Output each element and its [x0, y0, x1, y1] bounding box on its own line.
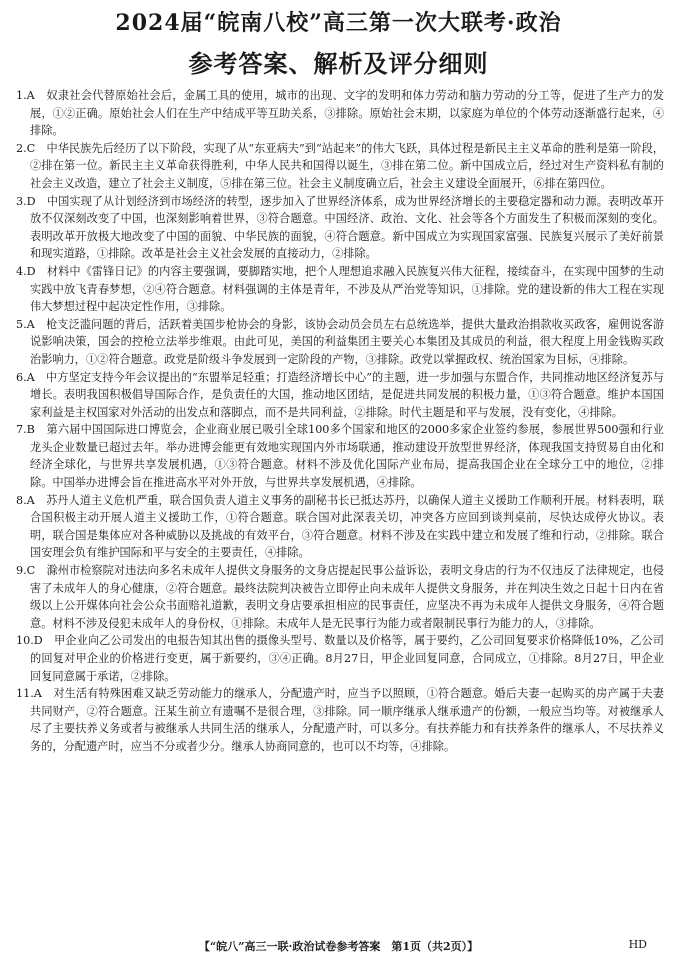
answer-text: 枪支泛滥问题的背后，活跃着美国步枪协会的身影，该协会动员会员左右总统选举，提供大量政治捐款收买政客，雇佣说客游说影响决策，国会的控枪立法举步维艰。由此可见，美国的利益集团主要关心本集团及其成员的利益，很大程度上用金钱购买政治影响力，①②符合题意。政党是阶级斗争发展到一定阶段的产物，③排除。政党以掌握政权、统治国家为目标，④排除。 [30, 317, 664, 366]
answer-text: 对生活有特殊困难又缺乏劳动能力的继承人，分配遗产时，应当予以照顾，①符合题意。婚后夫妻一起购买的房产属于夫妻共同财产，②符合题意。汪某生前立有遗嘱不是很合理，③排除。同一顺序继承人继承遗产的份额，一般应当均等。对被继承人尽了主要扶养义务或者与被继承人共同生活的继承人，分配遗产时，可以多分。有扶养能力和有扶养条件的继承人，不尽扶养义务的，分配遗产时，应当不分或者少分。继承人协商同意的，也可以不均等，④排除。 [30, 687, 664, 753]
page-subtitle: 参考答案、解析及评分细则 [188, 49, 489, 78]
answer-text: 苏丹人道主义危机严重，联合国负责人道主义事务的副秘书长已抵达苏丹，以确保人道主义援助工作顺利开展。材料表明，联合国积极主动开展人道主义援助工作，①符合题意。联合国对此深表关切，冲突各方应回到谈判桌前，尽快达成停火协议。表明，联合国是集体应对各种威胁以及挑战的有效平台，③符合题意。材料不涉及在实践中建立和发展了维和行动，②排除。联合国安理会负有维护国际和平与安全的主要责任，④排除。 [30, 493, 664, 560]
answer-item [16, 492, 664, 562]
answer-number: 4.D [16, 264, 36, 278]
answer-text: 滁州市检察院对违法向多名未成年人提供文身服务的文身店提起民事公益诉讼，表明文身店的行为不仅违反了法律规定，也侵害了未成年人的身心健康，②符合题意。最终法院判决被告立即停止向未成年人提供文身服务，并在判决生效之日起十日内在省级以上公开媒体向社会公众书面赔礼道歉，表明文身店要承担相应的民事责任，应坚决不再为未成年人提供文身服务，④符合题意。材料不涉及侵犯未成年人的身份权，①排除。未成年人是无民事行为能力或者限制民事行为能力的人，③排除。 [30, 564, 664, 630]
answer-number: 2.C [16, 141, 36, 155]
answer-item [16, 316, 664, 369]
answer-number: 6.A [16, 370, 35, 384]
answer-item [16, 87, 664, 140]
answer-list [16, 87, 664, 756]
answer-number: 8.A [16, 493, 35, 507]
answer-text: 中国实现了从计划经济到市场经济的转型，逐步加入了世界经济体系，成为世界经济增长的主要稳定器和动力源。表明改革开放不仅深刻改变了中国，也深刻影响着世界，③符合题意。中国经济、政治、文化、社会等各个方面发生了积极而深刻的变化。表明改革开放极大地改变了中国的面貌、中华民族的面貌，④符合题意。新中国成立为实现国家富强、民族复兴展示了美好前景和现实道路，①排除。改革是社会主义社会发展的直接动力，②排除。 [30, 194, 664, 261]
answer-item [16, 193, 664, 263]
answer-item [16, 685, 664, 755]
answer-number: 11.A [16, 687, 42, 701]
answer-text: 奴隶社会代替原始社会后，金属工具的使用，城市的出现、文字的发明和体力劳动和脑力劳动的分工等，促进了生产力的发展，①②正确。原始社会人们在生产中结成平等互助关系，③排除。原始社会末期，以家庭为单位的个体劳动逐渐盛行起来，④排除。 [30, 89, 664, 138]
answer-item [16, 562, 664, 632]
footer-code: HD [628, 938, 647, 951]
answer-number: 10.D [16, 634, 43, 648]
answer-text: 甲企业向乙公司发出的电报告知其出售的摄像头型号、数量以及价格等，属于要约，乙公司回复要求价格降低10%，乙公司的回复对甲企业的价格进行变更，属于新要约，③④正确。8月27日，甲企业回复同意，合同成立，①排除。8月27日，甲企业回复同意属于承诺，②排除。 [30, 634, 664, 683]
answer-item [16, 140, 664, 193]
answer-number: 9.C [16, 564, 36, 578]
footer-page-info: 【“皖八”高三一联·政治试卷参考答案 第1页（共2页）】 [198, 940, 479, 953]
answer-text: 第六届中国国际进口博览会，企业商业展已吸引全球100多个国家和地区的2000多家企业签约参展，参展世界500强和行业龙头企业数量已超过去年。举办进博会能更有效地实现国内外市场联通，推动建设开放型世界经济，体现我国支持贸易自由化和经济全球化，与世界共享发展机遇，①③符合题意。材料不涉及优化国际产业布局，提高我国企业在全球分工中的地位，②排除。中国举办进博会旨在推进高水平对外开放，与世界共享发展机遇，④排除。 [30, 423, 664, 490]
answer-text: 中方坚定支持今年会议提出的“东盟举足轻重；打造经济增长中心”的主题，进一步加强与东盟合作，共同推动地区经济复苏与增长。表明我国积极倡导国际合作，是负责任的大国，推动地区团结，是促进共同发展的积极力量，①③符合题意。维护本国国家利益是主权国家对外活动的出发点和落脚点，而不是共同利益，②排除。时代主题是和平与发展，没有变化，④排除。 [30, 370, 664, 419]
answer-number: 3.D [16, 194, 36, 208]
answer-item [16, 421, 664, 491]
answer-text: 材料中《雷锋日记》的内容主要强调，要脚踏实地，把个人理想追求融入民族复兴伟大征程，接续奋斗，在实现中国梦的生动实践中放飞青春梦想，②④符合题意。材料强调的主体是青年，不涉及从严治党等知识，①排除。党的建设新的伟大工程在实现伟大梦想过程中起决定性作用，③排除。 [30, 264, 664, 314]
answer-item [16, 263, 664, 316]
answer-number: 5.A [16, 317, 35, 331]
answer-text: 中华民族先后经历了以下阶段，实现了从“东亚病夫”到“站起来”的伟大飞跃，具体过程是新民主主义革命的胜利是第一阶段，②排在第一位。新民主主义革命获得胜利，中华人民共和国得以诞生，③排在第二位。新中国成立后，经过对生产资料私有制的社会主义改造，建立了社会主义制度，⑤排在第三位。社会主义制度确立后，社会主义建设全面展开，⑥排在第四位。 [30, 141, 664, 190]
answer-number: 7.B [16, 423, 35, 437]
answer-item [16, 369, 664, 422]
page-title: 2024届“皖南八校”高三第一次大联考·政治 [115, 10, 562, 36]
answer-item [16, 632, 664, 685]
answer-number: 1.A [16, 89, 35, 102]
